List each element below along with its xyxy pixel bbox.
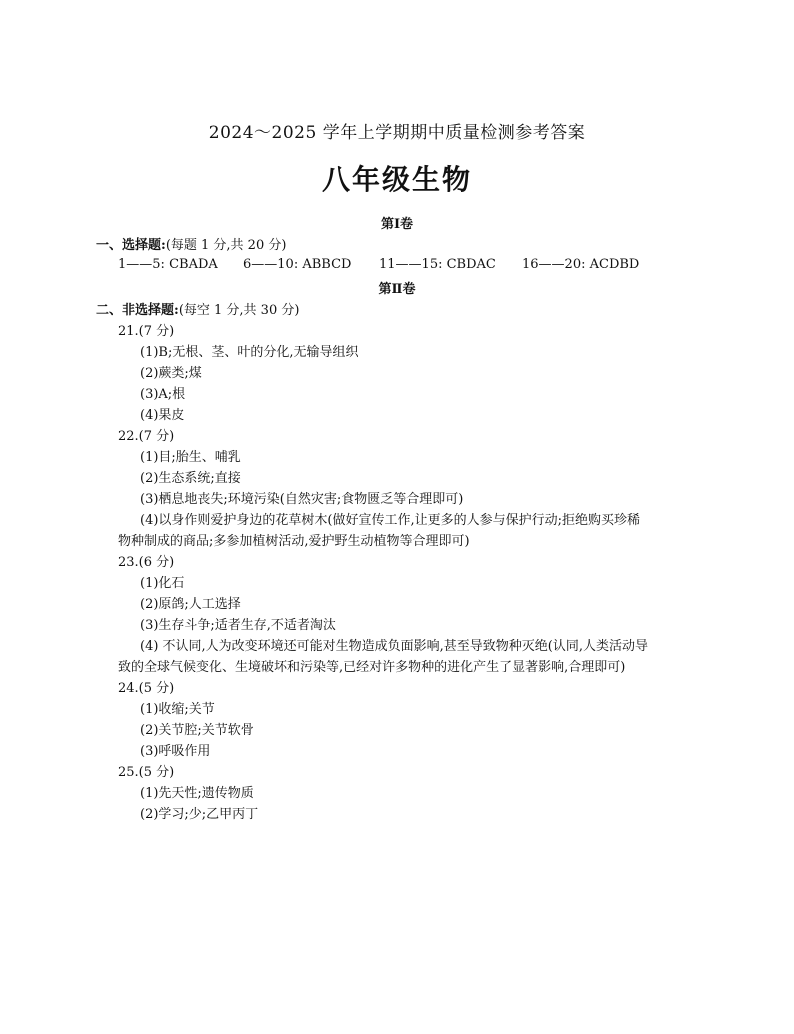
answer-line: (4)以身作则爱护身边的花草树木(做好宣传工作,让更多的人参与保护行动;拒绝购买珍稀 [140,513,640,528]
answer-line: (4) 不认同,人为改变环境还可能对生物造成负面影响,甚至导致物种灭绝(认同,人类活动导 [140,639,649,654]
mc-range: 6——10: [243,257,299,272]
answer-line: (2)蕨类;煤 [140,366,202,381]
answer-line: (1)收缩;关节 [140,702,215,717]
part1-section [96,234,286,253]
answer-line-continued: 致的全球气候变化、生境破坏和污染等,已经对许多物种的进化产生了显著影响,合理即可) [118,660,626,675]
answer-line: (2)关节腔;关节软骨 [140,723,254,738]
mc-answer-group [118,257,218,272]
document-title: 2024～2025 学年上学期期中质量检测参考答案 [208,123,586,143]
question-label: 23.(6 分) [118,555,175,570]
mc-answer: ABBCD [302,257,352,272]
part2-section-note: (每空 1 分,共 30 分) [178,303,300,318]
mc-answer-group [379,257,496,272]
question-label: 24.(5 分) [118,681,175,696]
mc-answer: CBDAC [446,257,496,272]
answer-line: (3)呼吸作用 [140,744,211,759]
part2-section-label: 二、非选择题: [96,303,179,318]
answer-line: (4)果皮 [140,408,185,423]
document-subtitle: 八年级生物 [321,163,472,196]
mc-answer: ACDBD [589,257,640,272]
mc-answer: CBADA [169,257,218,272]
answer-line: (1)目;胎生、哺乳 [140,450,241,465]
answer-line: (2)生态系统;直接 [140,471,241,486]
answer-line: (3)A;根 [140,387,186,402]
answer-line: (1)B;无根、茎、叶的分化,无输导组织 [140,345,359,360]
answer-line: (2)原鸽;人工选择 [140,597,241,612]
answer-line: (3)栖息地丧失;环境污染(自然灾害;食物匮乏等合理即可) [140,492,464,507]
part2-section [96,299,299,318]
part1-section-label: 一、选择题: [96,238,166,253]
part1-section-note: (每题 1 分,共 20 分) [165,238,287,253]
answer-line: (1)先天性;遗传物质 [140,786,254,801]
part1-heading: 第Ⅰ卷 [380,217,414,232]
mc-range: 11——15: [379,257,443,272]
mc-range: 16——20: [522,257,586,272]
answer-line: (1)化石 [140,576,185,591]
mc-range: 1——5: [118,257,165,272]
question-label: 22.(7 分) [118,429,175,444]
answer-line: (3)生存斗争;适者生存,不适者淘汰 [140,618,336,633]
answer-line: (2)学习;少;乙甲丙丁 [140,807,259,822]
question-label: 21.(7 分) [118,324,175,339]
question-label: 25.(5 分) [118,765,175,780]
part2-heading: 第Ⅱ卷 [378,282,416,297]
answer-line-continued: 物种制成的商品;多参加植树活动,爱护野生动植物等合理即可) [118,534,470,549]
mc-answer-group [522,257,639,272]
mc-answer-group [243,257,351,272]
